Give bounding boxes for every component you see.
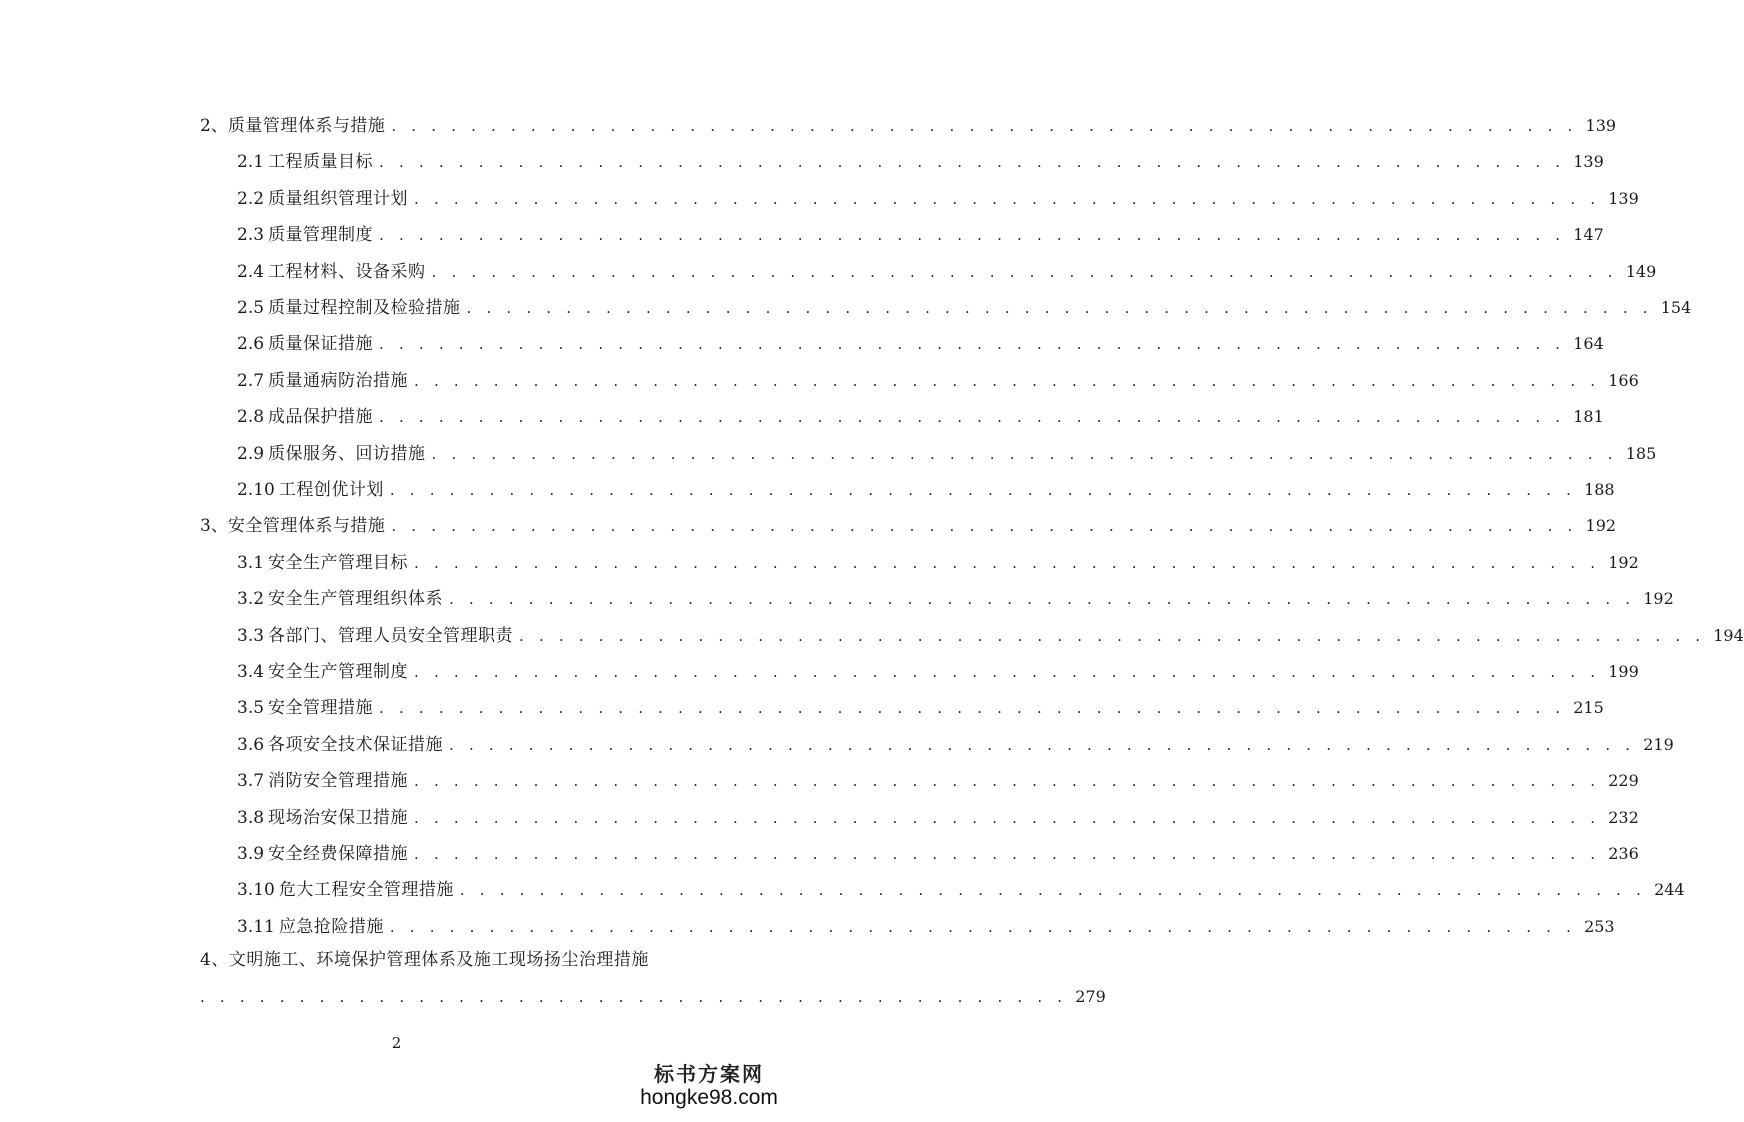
toc-entry-label: 质量管理制度 — [268, 225, 374, 245]
toc-entry-label: 成品保护措施 — [268, 407, 374, 427]
dot-leader: . . . . . . . . . . . . . . . . . . . . . . . . . . . . . . . . . . . . . . . . . . . . — [200, 988, 1068, 1006]
toc-subsection-entry[interactable] — [237, 404, 1604, 430]
dot-leader: . . . . . . . . . . . . . . . . . . . . . . . . . . . . . . . . . . . . . . . . . . . . . . . . . . . . . . . . . . . . — [389, 481, 1577, 499]
toc-entry-number: 4、 — [200, 950, 229, 970]
toc-page-number: 139 — [1573, 152, 1604, 171]
toc-entry-number: 3.2 — [237, 589, 265, 609]
toc-page-number: 154 — [1660, 298, 1692, 317]
toc-section-entry[interactable] — [200, 113, 1617, 139]
dot-leader: . . . . . . . . . . . . . . . . . . . . . . . . . . . . . . . . . . . . . . . . . . . . . . . . . . . . . . . . . . . . — [379, 408, 1566, 426]
toc-subsection-entry[interactable] — [237, 186, 1639, 212]
toc-entry-label: 文明施工、环境保护管理体系及施工现场扬尘治理措施 — [228, 950, 649, 970]
toc-entry-label: 工程材料、设备采购 — [268, 262, 426, 282]
dot-leader: . . . . . . . . . . . . . . . . . . . . . . . . . . . . . . . . . . . . . . . . . . . . . . . . . . . . . . . . . . . . — [459, 881, 1647, 899]
toc-page-number: 188 — [1584, 480, 1615, 499]
dot-leader: . . . . . . . . . . . . . . . . . . . . . . . . . . . . . . . . . . . . . . . . . . . . . . . . . . . . . . . . . . . . — [379, 335, 1566, 353]
toc-entry-continuation — [200, 984, 1106, 1010]
toc-entry-label: 安全生产管理目标 — [268, 553, 409, 573]
toc-page-number: 236 — [1608, 844, 1639, 863]
toc-entry-label: 安全管理体系与措施 — [227, 516, 386, 536]
toc-page-number: 185 — [1625, 444, 1657, 463]
toc-entry-label: 危大工程安全管理措施 — [278, 880, 454, 900]
toc-entry-label: 质量管理体系与措施 — [227, 116, 386, 136]
dot-leader: . . . . . . . . . . . . . . . . . . . . . . . . . . . . . . . . . . . . . . . . . . . . . . . . . . . . . . . . . . . . — [379, 699, 1566, 717]
toc-entry-number: 2.2 — [237, 189, 265, 209]
toc-page-number: 219 — [1643, 735, 1674, 754]
dot-leader: . . . . . . . . . . . . . . . . . . . . . . . . . . . . . . . . . . . . . . . . . . . . . . . . . . . . . . . . . . . . — [414, 845, 1601, 863]
toc-subsection-entry[interactable] — [237, 295, 1692, 321]
toc-subsection-entry[interactable] — [237, 659, 1639, 685]
toc-entry-number: 3.11 — [237, 917, 275, 937]
toc-page-number: 229 — [1608, 771, 1639, 790]
toc-page-number: 164 — [1573, 334, 1604, 353]
toc-page-number: 215 — [1573, 698, 1604, 717]
toc-page-number: 279 — [1075, 987, 1106, 1006]
dot-leader: . . . . . . . . . . . . . . . . . . . . . . . . . . . . . . . . . . . . . . . . . . . . . . . . . . . . . . . . . . . . — [519, 627, 1706, 645]
dot-leader: . . . . . . . . . . . . . . . . . . . . . . . . . . . . . . . . . . . . . . . . . . . . . . . . . . . . . . . . . . . . — [414, 372, 1601, 390]
toc-entry-number: 3.6 — [237, 735, 265, 755]
dot-leader: . . . . . . . . . . . . . . . . . . . . . . . . . . . . . . . . . . . . . . . . . . . . . . . . . . . . . . . . . . . . — [449, 590, 1636, 608]
toc-page-number: 192 — [1585, 516, 1617, 535]
toc-subsection-entry[interactable] — [237, 914, 1615, 940]
toc-subsection-entry[interactable] — [237, 877, 1685, 903]
toc-subsection-entry[interactable] — [237, 695, 1604, 721]
toc-entry-number: 2.10 — [237, 480, 275, 500]
dot-leader: . . . . . . . . . . . . . . . . . . . . . . . . . . . . . . . . . . . . . . . . . . . . . . . . . . . . . . . . . . . . — [391, 517, 1578, 535]
toc-page-number: 166 — [1608, 371, 1639, 390]
watermark-text-cn: 标书方案网 — [654, 1062, 764, 1086]
toc-entry-label: 工程创优计划 — [278, 480, 384, 500]
dot-leader: . . . . . . . . . . . . . . . . . . . . . . . . . . . . . . . . . . . . . . . . . . . . . . . . . . . . . . . . . . . . — [379, 153, 1566, 171]
page-footer-number: 2 — [391, 1034, 402, 1052]
toc-section-entry[interactable] — [200, 513, 1617, 539]
toc-page-number: 199 — [1608, 662, 1639, 681]
dot-leader: . . . . . . . . . . . . . . . . . . . . . . . . . . . . . . . . . . . . . . . . . . . . . . . . . . . . . . . . . . . . — [391, 117, 1578, 135]
toc-page-number: 244 — [1654, 880, 1685, 899]
toc-entry-number: 3.7 — [237, 771, 265, 791]
dot-leader: . . . . . . . . . . . . . . . . . . . . . . . . . . . . . . . . . . . . . . . . . . . . . . . . . . . . . . . . . . . . — [379, 226, 1566, 244]
dot-leader: . . . . . . . . . . . . . . . . . . . . . . . . . . . . . . . . . . . . . . . . . . . . . . . . . . . . . . . . . . . . — [414, 190, 1601, 208]
toc-entry-label: 工程质量目标 — [268, 152, 374, 172]
toc-subsection-entry[interactable] — [237, 550, 1639, 576]
watermark-text-url: hongke98.com — [640, 1086, 778, 1109]
toc-subsection-entry[interactable] — [237, 805, 1639, 831]
toc-subsection-entry[interactable] — [237, 623, 1744, 649]
toc-entry-number: 2.5 — [237, 298, 265, 318]
dot-leader: . . . . . . . . . . . . . . . . . . . . . . . . . . . . . . . . . . . . . . . . . . . . . . . . . . . . . . . . . . . . — [414, 663, 1601, 681]
toc-entry-number: 2、 — [200, 116, 228, 136]
toc-entry-number: 3.4 — [237, 662, 265, 682]
toc-entry-number: 3.3 — [237, 626, 265, 646]
toc-subsection-entry[interactable] — [237, 259, 1657, 285]
toc-subsection-entry[interactable] — [237, 441, 1657, 467]
toc-page-number: 181 — [1573, 407, 1604, 426]
toc-page-number: 192 — [1608, 553, 1639, 572]
dot-leader: . . . . . . . . . . . . . . . . . . . . . . . . . . . . . . . . . . . . . . . . . . . . . . . . . . . . . . . . . . . . — [431, 263, 1618, 281]
toc-entry-number: 3、 — [200, 516, 228, 536]
toc-subsection-entry[interactable] — [237, 149, 1604, 175]
dot-leader: . . . . . . . . . . . . . . . . . . . . . . . . . . . . . . . . . . . . . . . . . . . . . . . . . . . . . . . . . . . . — [466, 299, 1653, 317]
toc-page-number: 194 — [1713, 626, 1744, 645]
toc-entry-label: 应急抢险措施 — [278, 917, 384, 937]
toc-page-number: 139 — [1608, 189, 1639, 208]
toc-page-number: 192 — [1643, 589, 1674, 608]
toc-page-number: 139 — [1585, 116, 1617, 135]
dot-leader: . . . . . . . . . . . . . . . . . . . . . . . . . . . . . . . . . . . . . . . . . . . . . . . . . . . . . . . . . . . . — [414, 809, 1601, 827]
toc-subsection-entry[interactable] — [237, 368, 1639, 394]
toc-subsection-entry[interactable] — [237, 331, 1604, 357]
toc-entry-number: 2.9 — [237, 444, 265, 464]
toc-entry-number: 3.8 — [237, 808, 265, 828]
toc-subsection-entry[interactable] — [237, 586, 1674, 612]
toc-entry-label: 质量通病防治措施 — [268, 371, 409, 391]
toc-page-number: 147 — [1573, 225, 1604, 244]
toc-entry-number: 3.5 — [237, 698, 265, 718]
toc-entry-label: 安全经费保障措施 — [268, 844, 409, 864]
toc-entry-number: 2.3 — [237, 225, 265, 245]
toc-entry-number: 2.1 — [237, 152, 265, 172]
toc-entry-label: 各项安全技术保证措施 — [268, 735, 444, 755]
toc-page-number: 149 — [1625, 262, 1657, 281]
toc-entry-label: 质保服务、回访措施 — [268, 444, 426, 464]
dot-leader: . . . . . . . . . . . . . . . . . . . . . . . . . . . . . . . . . . . . . . . . . . . . . . . . . . . . . . . . . . . . — [414, 554, 1601, 572]
toc-entry-label: 安全生产管理组织体系 — [268, 589, 444, 609]
toc-subsection-entry[interactable] — [237, 477, 1615, 503]
toc-entry-label: 安全管理措施 — [268, 698, 374, 718]
toc-entry-label: 现场治安保卫措施 — [268, 808, 409, 828]
toc-entry-number: 2.8 — [237, 407, 265, 427]
toc-entry-number: 2.6 — [237, 334, 265, 354]
toc-entry-label: 质量过程控制及检验措施 — [268, 298, 461, 318]
toc-entry-title — [200, 947, 649, 973]
dot-leader: . . . . . . . . . . . . . . . . . . . . . . . . . . . . . . . . . . . . . . . . . . . . . . . . . . . . . . . . . . . . — [449, 736, 1636, 754]
toc-entry-number: 3.9 — [237, 844, 265, 864]
toc-entry-number: 3.1 — [237, 553, 265, 573]
toc-entry-label: 消防安全管理措施 — [268, 771, 409, 791]
toc-entry-number: 2.4 — [237, 262, 265, 282]
toc-entry-label: 质量保证措施 — [268, 334, 374, 354]
dot-leader: . . . . . . . . . . . . . . . . . . . . . . . . . . . . . . . . . . . . . . . . . . . . . . . . . . . . . . . . . . . . — [389, 918, 1577, 936]
toc-entry-label: 各部门、管理人员安全管理职责 — [268, 626, 514, 646]
toc-subsection-entry[interactable] — [237, 732, 1674, 758]
toc-entry-number: 2.7 — [237, 371, 265, 391]
toc-entry-label: 安全生产管理制度 — [268, 662, 409, 682]
dot-leader: . . . . . . . . . . . . . . . . . . . . . . . . . . . . . . . . . . . . . . . . . . . . . . . . . . . . . . . . . . . . — [414, 772, 1601, 790]
toc-entry-number: 3.10 — [237, 880, 275, 900]
watermark-logo — [639, 1062, 779, 1110]
toc-subsection-entry[interactable] — [237, 768, 1639, 794]
toc-subsection-entry[interactable] — [237, 841, 1639, 867]
toc-page-number: 253 — [1584, 917, 1615, 936]
toc-page-number: 232 — [1608, 808, 1639, 827]
dot-leader: . . . . . . . . . . . . . . . . . . . . . . . . . . . . . . . . . . . . . . . . . . . . . . . . . . . . . . . . . . . . — [431, 445, 1618, 463]
toc-subsection-entry[interactable] — [237, 222, 1604, 248]
toc-entry-label: 质量组织管理计划 — [268, 189, 409, 209]
